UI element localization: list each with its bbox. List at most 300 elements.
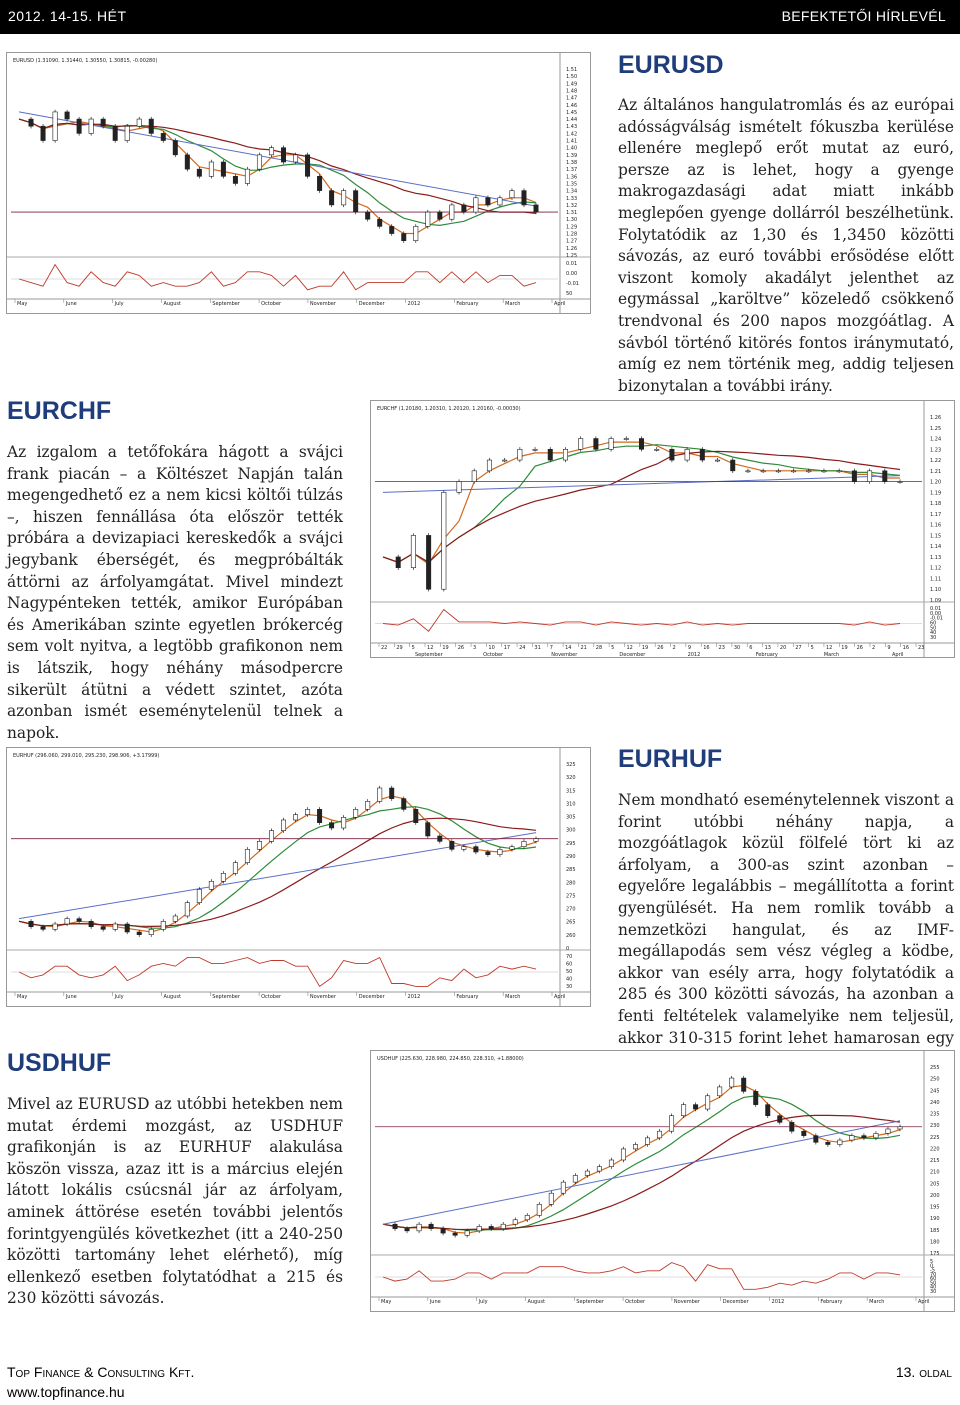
time-tick-label: March (869, 1299, 885, 1305)
candle-body (329, 191, 333, 205)
time-tick-label: May (17, 994, 28, 1000)
indicator-tick-label: 70 (930, 1271, 937, 1278)
candle-body (353, 809, 357, 817)
candle-body (402, 799, 406, 810)
page-number (896, 1364, 952, 1380)
price-tick-label: 290 (566, 854, 576, 860)
price-tick-label: 200 (930, 1192, 940, 1199)
indicator-tick-label: 50 (930, 625, 937, 632)
indicator-tick-label: 0.00 (566, 271, 578, 277)
candle-body (700, 449, 704, 460)
candle-body (293, 155, 297, 162)
candle-body (624, 439, 628, 440)
price-tick-label: 315 (566, 788, 576, 795)
candle-body (221, 873, 225, 881)
time-tick-label: 3 (473, 645, 477, 651)
candle-body (414, 226, 418, 240)
eurchf-chart (370, 400, 955, 658)
month-tick-label: December (619, 652, 646, 658)
price-tick-label: 1.26 (930, 415, 942, 421)
usdhuf-heading: USDHUF (7, 1049, 112, 1077)
candle-body (791, 471, 795, 472)
candle-body (705, 1096, 709, 1109)
eurhuf-heading: EURHUF (618, 745, 723, 773)
time-tick-label: May (17, 301, 28, 307)
month-tick-label: September (415, 652, 443, 658)
candle-body (197, 169, 201, 176)
candle-body (450, 841, 454, 849)
page-number-text: 13. oldal (895, 1364, 952, 1380)
time-tick-label: 28 (595, 645, 603, 651)
candle-body (518, 449, 522, 460)
price-tick-label: 1.43 (566, 124, 578, 131)
price-tick-label: 1.10 (930, 587, 942, 594)
candle-body (245, 849, 249, 862)
indicator-tick-label: -5 (930, 1267, 935, 1274)
candle-body (101, 119, 105, 126)
candle-body (802, 1131, 806, 1135)
time-tick-label: July (478, 1299, 488, 1305)
candle-body (221, 162, 225, 176)
candle-body (776, 471, 780, 472)
time-tick-label: December (358, 301, 385, 307)
price-tick-label: 1.34 (566, 188, 578, 195)
time-tick-label: 2 (871, 645, 876, 651)
indicator-tick-label: 30 (930, 1289, 937, 1295)
time-tick-label: October (625, 1299, 646, 1305)
candle-body (754, 1091, 758, 1104)
price-tick-label: 1.09 (930, 598, 942, 604)
price-tick-label: 1.47 (566, 95, 578, 102)
time-tick-label: 30 (733, 645, 741, 651)
candle-body (53, 924, 57, 929)
price-tick-label: 210 (930, 1169, 940, 1176)
indicator-tick-label: 50 (566, 969, 573, 975)
candle-body (426, 823, 430, 836)
eurchf-heading: EURCHF (7, 397, 112, 425)
candle-body (838, 1140, 842, 1144)
candle-body (609, 1160, 613, 1167)
candle-body (125, 126, 129, 140)
candle-body (125, 924, 129, 932)
candle-body (513, 1220, 517, 1224)
price-tick-label: 1.31 (566, 210, 578, 217)
candle-body (402, 234, 406, 241)
candle-body (113, 126, 117, 140)
candle-body (233, 176, 237, 183)
price-tick-label: 1.16 (930, 522, 942, 529)
time-tick-label: 9 (887, 645, 891, 651)
time-tick-label: 16 (703, 645, 710, 651)
candle-body (353, 191, 357, 212)
candle-body (442, 492, 446, 589)
eurusd-text: Az általános hangulatromlás és az európai adósságválság ismételt fókuszba kerülése ellenére meglepő erőt mutat az euró, persze az is lehet, hogy a gyenge makrogazdasági adat miatt inkább meglepően gyenge dollárról beszélhetünk. Folytatódik az 1,30 és 1,3450 közötti sávozás, az euró további erősödése előtt viszont komoly akadályt jelenthet az egymással „karöltve” közeledő csökkenő trendvonal és 200 napos mozgóátlag. A sávból történő kitörés fontos iránymutató, amíg ez nem történik meg, addig teljesen bizonytalan a további irány. (618, 96, 954, 395)
time-tick-label: 2012 (407, 301, 421, 307)
time-tick-label: October (261, 301, 282, 307)
eurusd-heading: EURUSD (618, 51, 724, 79)
price-tick-label: 1.29 (566, 224, 578, 231)
price-tick-label: 225 (930, 1134, 940, 1141)
chart-background (371, 401, 955, 658)
candle-body (453, 1233, 457, 1235)
candle-body (594, 439, 598, 450)
candle-body (89, 119, 93, 133)
time-tick-label: 5 (611, 645, 615, 651)
time-tick-label: 19 (641, 645, 649, 651)
time-tick-label: 26 (457, 645, 465, 651)
price-tick-label: 1.15 (930, 533, 942, 540)
time-tick-label: 19 (841, 645, 848, 651)
month-tick-label: February (755, 652, 778, 658)
time-tick-label: December (722, 1299, 749, 1305)
candle-body (472, 471, 476, 482)
candle-body (245, 169, 249, 183)
chart-background (7, 748, 591, 1007)
time-tick-label: April (554, 994, 566, 1000)
indicator-tick-label: 40 (930, 1284, 937, 1291)
price-tick-label: 1.36 (566, 174, 578, 181)
eurhuf-text: Nem mondható eseménytelennek viszont a forint utóbbi néhány napja, a mozgóátlagok közül fölfelé tört ki az árfolyam, a 300-as szint azonban – egyelőre legalábbis – megállította a forint gyengülését. Ha nem romlik tovább a nemzetközi hangulat, és az IMF-megállapodás sem vész végleg a ködbe, akkor van esély arra, hogy folytatódik a 285 és 300 közötti sávozás, ha azonban a fenti feltételek valamelyike nem teljesül, akkor 310-315 forint lehet hamarosan egy (618, 791, 954, 1047)
time-tick-label: 2 (672, 645, 676, 651)
company-name: Top Finance & Consulting Kft. (7, 1364, 195, 1380)
price-tick-label: 235 (930, 1111, 940, 1118)
candle-body (53, 112, 57, 141)
usdhuf-chart (370, 1050, 955, 1312)
candle-body (65, 919, 69, 924)
candle-body (426, 535, 430, 589)
time-tick-label: August (527, 1299, 545, 1305)
candle-body (522, 841, 526, 846)
price-tick-label: 245 (930, 1088, 940, 1095)
time-tick-label: 26 (657, 645, 664, 651)
time-tick-label: February (820, 1299, 843, 1305)
time-tick-label: March (505, 301, 521, 307)
price-tick-label: 215 (930, 1158, 940, 1164)
candle-body (862, 1136, 866, 1138)
price-tick-label: 180 (930, 1239, 940, 1246)
time-tick-label: August (163, 301, 181, 307)
candle-body (766, 1105, 770, 1116)
candle-body (149, 929, 153, 934)
footer-url[interactable]: www.topfinance.hu (7, 1384, 125, 1400)
candle-body (41, 927, 45, 930)
candle-body (867, 471, 871, 482)
indicator-tick-label: 30 (566, 984, 573, 990)
candle-body (209, 162, 213, 176)
month-tick-label: 2012 (687, 652, 701, 658)
candle-body (281, 148, 285, 162)
candle-body (341, 817, 345, 828)
price-tick-label: 1.27 (566, 238, 578, 245)
candle-body (477, 1226, 481, 1230)
candle-body (426, 212, 430, 226)
candle-body (269, 148, 273, 155)
time-tick-label: 23 (918, 645, 925, 651)
indicator-tick-label: 60 (566, 961, 573, 968)
time-tick-label: 31 (534, 645, 541, 651)
candle-body (317, 809, 321, 822)
price-tick-label: 220 (930, 1146, 940, 1153)
price-tick-label: 1.13 (930, 554, 942, 561)
price-tick-label: 1.25 (566, 253, 578, 259)
indicator-tick-label: 60 (930, 620, 937, 627)
candle-body (533, 449, 537, 450)
indicator-tick-label: -0.01 (930, 615, 943, 622)
candle-body (462, 205, 466, 212)
candle-body (498, 198, 502, 205)
price-tick-label: 265 (566, 919, 576, 926)
candle-body (561, 1182, 565, 1193)
price-tick-label: 1.12 (930, 565, 942, 572)
month-tick-label: April (892, 652, 904, 658)
candle-body (585, 1171, 589, 1175)
candle-body (393, 1224, 397, 1228)
time-tick-label: July (114, 301, 124, 307)
price-tick-label: 1.20 (930, 479, 942, 486)
month-tick-label: March (823, 652, 840, 658)
candle-body (450, 205, 454, 219)
candle-body (77, 919, 81, 922)
price-tick-label: 275 (566, 893, 576, 900)
candle-body (852, 471, 856, 482)
candle-body (681, 1105, 685, 1116)
candle-body (390, 226, 394, 233)
candle-body (790, 1122, 794, 1131)
price-tick-label: 1.49 (566, 81, 578, 88)
price-tick-label: 230 (930, 1123, 940, 1130)
price-tick-label: 1.14 (930, 544, 942, 551)
candle-body (390, 788, 394, 799)
time-tick-label: May (381, 1299, 392, 1305)
price-tick-label: 300 (566, 827, 576, 834)
price-tick-label: 1.33 (566, 195, 578, 202)
indicator-tick-label: 30 (930, 635, 937, 641)
candle-body (77, 119, 81, 133)
candle-body (498, 849, 502, 854)
candle-body (365, 212, 369, 219)
price-tick-label: 1.38 (566, 160, 578, 166)
price-tick-label: 325 (566, 762, 576, 768)
candle-body (655, 449, 659, 450)
price-tick-label: 1.37 (566, 167, 578, 174)
price-tick-label: 1.11 (930, 576, 942, 583)
candle-body (883, 471, 887, 482)
usdhuf-chart-svg (371, 1051, 955, 1312)
price-tick-label: 185 (930, 1227, 940, 1234)
candle-body (741, 1078, 745, 1091)
indicator-tick-label: 5 (930, 1259, 934, 1265)
time-tick-label: June (65, 994, 77, 1000)
time-tick-label: October (261, 994, 282, 1000)
time-tick-label: November (309, 994, 336, 1000)
candle-body (837, 471, 841, 472)
price-tick-label: 205 (930, 1181, 940, 1188)
price-tick-label: 320 (566, 775, 576, 782)
footer-company (7, 1364, 194, 1380)
candle-body (563, 449, 567, 460)
time-tick-label: 16 (902, 645, 910, 651)
month-tick-label: October (483, 652, 504, 658)
newsletter-title: BEFEKTETŐI HÍRLEVÉL (781, 8, 946, 24)
candle-body (486, 198, 490, 205)
price-tick-label: 195 (930, 1204, 940, 1211)
candle-body (746, 471, 750, 472)
price-tick-label: 285 (566, 867, 576, 874)
candle-body (525, 1215, 529, 1219)
candle-body (465, 1231, 469, 1235)
candle-body (717, 1087, 721, 1096)
time-tick-label: 12 (626, 645, 633, 651)
candle-body (670, 449, 674, 460)
time-tick-label: 2012 (407, 994, 421, 1000)
time-tick-label: December (358, 994, 385, 1000)
candle-body (137, 119, 141, 126)
candle-body (510, 847, 514, 850)
candle-body (173, 141, 177, 155)
time-tick-label: 13 (764, 645, 771, 651)
candle-body (438, 836, 442, 841)
candle-body (814, 1136, 818, 1143)
price-tick-label: 1.51 (566, 67, 578, 73)
eurchf-chart-svg (371, 401, 955, 658)
candle-body (197, 889, 201, 902)
candle-body (405, 1229, 409, 1231)
candle-body (341, 191, 345, 205)
time-tick-label: June (429, 1299, 441, 1305)
candle-body (537, 1204, 541, 1215)
time-tick-label: 19 (442, 645, 449, 651)
eurchf-text: Az izgalom a tetőfokára hágott a svájci frank piacán – a Költészet Napján talán megengedhető ez a nem kicsi költői túlzás –, hiszen fennállása óta először tették próbára a devizapiaci kereskedők a svájci jegybank éberségét, és megpróbálták áttörni az árfolyamgátat. Mivel mindezt Nagypénteken tették, amikor Európában és Amerikában szinte egyetlen brókercég sem volt nyitva, a legtöbb grafikonon nem is látszik, hogy néhány másodpercre sikerült átütni a védett szintet, azóta azonban ismét eseménytelenül telnek a napok. (7, 443, 343, 742)
indicator-tick-label: 60 (930, 1276, 937, 1283)
candle-body (257, 841, 261, 849)
eurhuf-chart (6, 747, 591, 1007)
price-tick-label: 1.46 (566, 102, 578, 109)
indicator-tick-label: 50 (930, 1280, 937, 1287)
candle-body (137, 932, 141, 935)
candle-body (161, 921, 165, 929)
time-tick-label: 9 (687, 645, 692, 651)
candle-body (685, 449, 689, 460)
price-tick-label: 1.50 (566, 74, 578, 81)
candle-body (329, 823, 333, 828)
candle-body (778, 1116, 782, 1123)
candle-body (377, 219, 381, 226)
time-tick-label: July (114, 994, 124, 1000)
candle-body (429, 1224, 433, 1228)
time-tick-label: 12 (825, 645, 833, 651)
indicator-tick-label: 0.00 (930, 610, 942, 617)
candle-body (522, 191, 526, 205)
candle-body (113, 924, 117, 929)
price-tick-label: 305 (566, 814, 576, 821)
candle-body (173, 916, 177, 921)
candle-body (474, 198, 478, 212)
time-tick-label: September (212, 994, 240, 1000)
candle-body (822, 471, 826, 472)
price-tick-label: 1.22 (930, 458, 942, 465)
candle-body (578, 439, 582, 450)
candle-body (293, 815, 297, 820)
candle-body (101, 927, 105, 930)
candle-body (411, 535, 415, 567)
price-tick-label: 1.42 (566, 131, 578, 138)
price-tick-label: 1.48 (566, 88, 578, 95)
price-tick-label: 0 (566, 946, 570, 952)
price-tick-label: 1.24 (930, 436, 942, 443)
time-tick-label: 7 (549, 645, 553, 651)
price-tick-label: 1.44 (566, 117, 578, 124)
time-tick-label: February (456, 994, 479, 1000)
candle-body (269, 831, 273, 842)
price-tick-label: 1.17 (930, 511, 942, 518)
candle-body (486, 852, 490, 855)
price-tick-label: 1.30 (566, 217, 578, 224)
candle-body (377, 788, 381, 801)
eurhuf-chart-svg (7, 748, 591, 1007)
price-tick-label: 250 (930, 1076, 940, 1083)
candle-body (534, 205, 538, 212)
candle-body (645, 1138, 649, 1145)
candle-body (317, 176, 321, 190)
candle-body (209, 881, 213, 889)
candle-body (233, 863, 237, 874)
candle-body (474, 847, 478, 852)
indicator-tick-label: 0.01 (930, 606, 942, 612)
time-tick-label: 29 (396, 645, 403, 651)
candle-body (305, 809, 309, 814)
indicator-tick-label: 0 (930, 1263, 934, 1270)
time-tick-label: 6 (749, 645, 753, 651)
candle-body (489, 1226, 493, 1228)
candle-body (457, 482, 461, 493)
indicator-tick-label: 40 (566, 976, 573, 983)
price-tick-label: 295 (566, 840, 576, 847)
time-tick-label: 20 (779, 645, 787, 651)
price-tick-label: 270 (566, 906, 576, 913)
time-tick-label: 10 (488, 645, 495, 651)
indicator-tick-label: 70 (566, 954, 573, 960)
price-tick-label: 1.40 (566, 145, 578, 152)
candle-body (487, 460, 491, 471)
candle-body (850, 1136, 854, 1140)
candle-body (29, 119, 33, 126)
candle-body (761, 471, 765, 472)
candle-body (573, 1176, 577, 1183)
time-tick-label: 27 (795, 645, 802, 651)
price-tick-label: 1.39 (566, 152, 578, 159)
price-tick-label: 1.41 (566, 138, 578, 145)
price-tick-label: 1.18 (930, 501, 942, 508)
candle-body (502, 460, 506, 461)
price-tick-label: 175 (930, 1251, 940, 1257)
candle-body (731, 460, 735, 471)
issue-week: 2012. 14-15. HÉT (8, 8, 127, 24)
time-tick-label: 12 (427, 645, 434, 651)
time-tick-label: 14 (565, 645, 572, 651)
price-tick-label: 260 (566, 932, 576, 939)
eurusd-chart (6, 52, 591, 314)
candle-body (548, 449, 552, 460)
candle-body (826, 1142, 830, 1144)
indicator-tick-label: -0.01 (566, 281, 579, 287)
candle-body (621, 1149, 625, 1160)
candle-body (438, 212, 442, 219)
candle-body (417, 1224, 421, 1231)
candle-body (161, 133, 165, 140)
price-tick-label: 1.25 (930, 425, 942, 432)
candle-body (305, 155, 309, 176)
time-tick-label: September (212, 301, 240, 307)
